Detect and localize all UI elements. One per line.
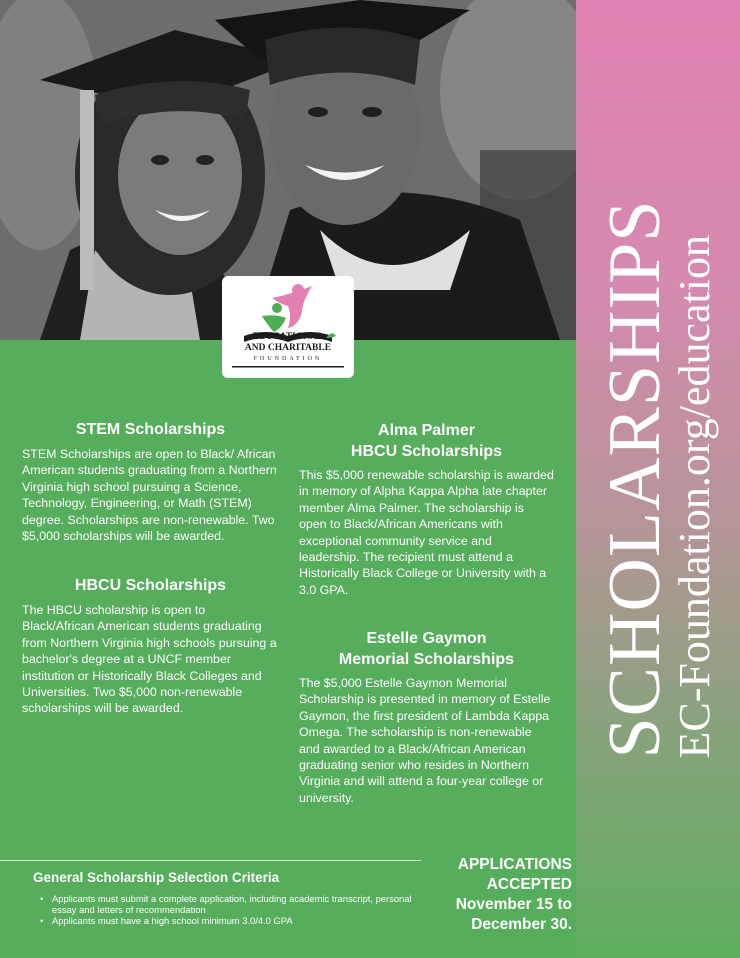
banner-url: EC-Foundation.org/education	[670, 235, 719, 759]
people-book-icon	[222, 276, 354, 378]
alma-heading	[299, 420, 554, 462]
estelle-heading-line-1: Estelle Gaymon	[366, 630, 487, 647]
logo-line-1: EDUCATIONAL	[252, 332, 324, 342]
logo-text	[228, 332, 348, 354]
hbcu-heading: HBCU Scholarships	[74, 577, 227, 594]
criteria-title: General Scholarship Selection Criteria	[33, 870, 280, 885]
logo-line-3: FOUNDATION	[253, 356, 323, 362]
foundation-logo	[222, 276, 354, 378]
criteria-list	[40, 894, 420, 926]
alma-heading-line-1: Alma Palmer	[378, 422, 475, 439]
estelle-gaymon-section	[299, 628, 554, 806]
estelle-body: The $5,000 Estelle Gaymon Memorial Scholarship is presented in memory of Estelle Gaymon, the first president of Lambda Kappa Omega. The scholarship is non-renewable and awarded to a Black/African American graduating senior who resides in Northern Virginia and will attend a four-year college or university.	[299, 676, 551, 805]
applications-line-4: December 30.	[471, 916, 572, 933]
criteria-item: • Applicants must submit a complete application, including academic transcript, personal essay and letters of recommendation	[40, 894, 420, 916]
stem-section	[22, 419, 279, 544]
alma-body: This $5,000 renewable scholarship is awarded in memory of Alpha Kappa Alpha late chapter member Alma Palmer. The scholarship is open to Black/African Americans with exceptional community service and leadership. The recipient must attend a Historically Black College or University with a 3.0 GPA.	[299, 468, 554, 597]
banner-text	[594, 199, 719, 759]
stem-heading: STEM Scholarships	[75, 421, 226, 438]
applications-line-1: APPLICATIONS	[457, 856, 572, 873]
criteria-item: • Applicants must have a high school minimum 3.0/4.0 GPA	[40, 916, 420, 927]
side-banner	[576, 0, 740, 958]
hbcu-section	[22, 575, 279, 717]
applications-line-3: November 15 to	[455, 896, 572, 913]
banner-title: SCHOLARSHIPS	[594, 199, 676, 759]
estelle-heading-line-2: Memorial Scholarships	[338, 651, 515, 668]
alma-heading-line-2: HBCU Scholarships	[350, 443, 503, 460]
stem-body: STEM Scholarships are open to Black/ African American students graduating from a Northern Virginia high school pursuing a Science, Technology, Engineering, or Math (STEM) degree. Scholarships are non-renewable. Two $5,000 scholarships will be awarded.	[22, 447, 277, 544]
applications-line-2: ACCEPTED	[486, 876, 572, 893]
alma-palmer-section	[299, 420, 554, 598]
footer-divider	[0, 860, 421, 861]
hbcu-body: The HBCU scholarship is open to Black/African American students graduating from Northern Virginia high schools pursuing a bachelor's degree at a UNCF member institution or Historically Black Colleges and Universities. Two $5,000 non-renewable scholarships will be awarded.	[22, 603, 277, 716]
applications-accepted	[428, 855, 572, 935]
logo-line-2: AND CHARITABLE	[244, 343, 332, 353]
estelle-heading	[299, 628, 554, 670]
